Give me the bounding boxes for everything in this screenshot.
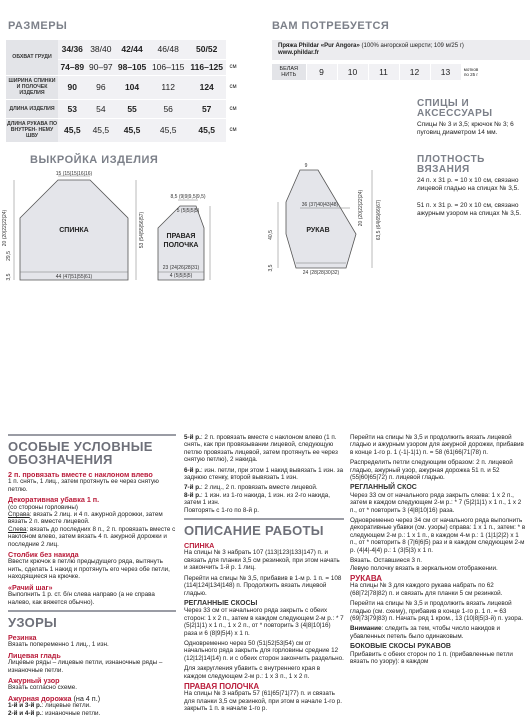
body-text: [350, 625, 526, 640]
size-value: 55: [115, 99, 149, 118]
size-head: 34/36: [58, 40, 87, 59]
amount: 12: [399, 64, 430, 80]
front-label-1: ПРАВАЯ: [166, 233, 196, 240]
color-label: БЕЛАЯ НИТЬ: [272, 64, 306, 80]
section-heading: РЕГЛАННЫЙ СКОС: [350, 484, 417, 492]
chest-value: 106–115: [149, 59, 187, 75]
section-heading: РЕГЛАННЫЕ СКОСЫ: [184, 599, 258, 607]
patterns-title: УЗОРЫ: [8, 614, 58, 630]
unit-label: мотков по 25 г: [461, 64, 481, 80]
sleeve-side-dim: 20 (20|22|22|24): [358, 189, 364, 227]
pattern-text: [8, 702, 176, 717]
size-head: 42/44: [115, 40, 149, 59]
row-ref: 8-й р.: [184, 491, 201, 499]
symbol-text-part: : вязать 2 лиц. и 4 п. ажурной дорожки, затем вязать 2 п. вместе лицевой.: [8, 511, 163, 526]
body-text: Прибавить с обеих сторон по 1 п. (прибавленные петли вязать по узору): в каждом: [350, 650, 513, 665]
row-text: : изн. петли, при этом 1 накид вывязать 1 изн. за заднюю стенку, второй вывязать 1 изн.: [184, 466, 344, 482]
needles-title: СПИЦЫ И АКСЕССУАРЫ: [417, 98, 493, 119]
symbol-heading: Столбик без накида: [8, 550, 79, 560]
needs-title: ВАМ ПОТРЕБУЕТСЯ: [272, 20, 390, 32]
sizes-title: РАЗМЕРЫ: [8, 20, 68, 32]
front-top-dim: 8,5 (9|9|9,5|9,5): [170, 194, 206, 200]
sleeve-edge-dim: 3,5: [268, 264, 274, 272]
sleeve-piece: [286, 170, 356, 268]
side-right: Справа: [8, 511, 30, 519]
pattern-heading: Лицевая гладь: [8, 650, 61, 660]
size-value: 112: [149, 75, 187, 99]
row-text: : 1 изн. из 1-го накида, 1 изн. из 2-го накида, затем 1 изн.: [184, 491, 331, 507]
side-left: Слева: [8, 525, 27, 533]
symbol-note: (со стороны горловины): [8, 503, 78, 511]
gauge-title: ПЛОТНОСТЬ ВЯЗАНИЯ: [417, 154, 485, 175]
size-value: 45,5: [58, 118, 87, 142]
yarn-site: www.phildar.fr: [278, 50, 320, 56]
chest-label: ОБХВАТ ГРУДИ: [6, 40, 58, 75]
body-text: Для закругления убавить с внутреннего края в каждом следующем 2-м р.: 1 х 3 п., 1 х 2 п.: [184, 665, 321, 680]
attention-label: Внимание: [350, 625, 382, 633]
symbol-text: Выполнить 1 р. ст. б/н слева направо (а не справа налево, как вяжется обычно).: [8, 591, 155, 606]
amount: 10: [337, 64, 368, 80]
row-text: : изнаночные петли.: [41, 709, 101, 717]
sleeve-total-dim: 63,5 (64|65|66|67): [376, 199, 382, 241]
size-value: 56: [149, 99, 187, 118]
row-ref: 7-й р.: [184, 484, 201, 492]
work-title: ОПИСАНИЕ РАБОТЫ: [184, 523, 324, 539]
back-side-dim: 20 (20|22|22|24): [2, 209, 8, 247]
section-heading: СПИНКА: [184, 541, 215, 551]
chest-value: 74–89: [58, 59, 87, 75]
unit-label: см: [226, 75, 240, 99]
row-ref: 5-й р.: [184, 434, 201, 441]
size-value: 96: [87, 75, 116, 99]
section-heading: БОКОВЫЕ СКОСЫ РУКАВОВ: [350, 643, 451, 651]
symbol-text: Ввести крючок в петлю предыдущего ряда, вытянуть нить, сделать 1 накид и протянуть его через обе петли, находящиеся на крючке.: [8, 558, 170, 581]
size-value: 54: [87, 99, 116, 118]
back-mid-dim: 29,5: [6, 251, 12, 261]
sleeve-bottom-dim: 24 (28|28|30|32): [302, 270, 340, 276]
body-text: Левую полочку вязать в зеркальном отображении.: [350, 564, 498, 572]
chest-value: 98–105: [115, 59, 149, 75]
pattern-heading-text: Ажурная дорожка: [8, 693, 72, 703]
chest-value: 90–97: [87, 59, 116, 75]
body-text: Через 33 см от начального ряда закрыть с обеих сторон: 1 х 2 п., затем в каждом следующем 2-м р.: * 7 (5|2|1|1) х 1 п., 1 х 2 п., от * повторить 3 (4|8|10|16) раза и 6 (8|9|5|4) х 1 п.: [184, 607, 344, 637]
size-value: 124: [187, 75, 226, 99]
pattern-heading-note: (на 4 п.): [71, 693, 101, 703]
yarn-table: [272, 64, 482, 80]
symbol-text-part: : вязать до последних 8 п., 2 п. провязать вместе с наклоном влево, затем вязать 4 п. ажурной дорожки и последние 2 лиц.: [8, 525, 176, 548]
back-edge-dim: 3,5: [6, 273, 12, 281]
size-value: 45,5: [115, 118, 149, 142]
pattern-schematic: [0, 163, 415, 423]
body-text: Через 33 см от начального ряда закрыть слева: 1 х 2 п., затем в каждом следующем 2-м р.: * 7 (5|2|1|1) х 1 п., 1 х 2 п., от * повторить 3 (4|8|10|16) раза.: [350, 491, 522, 514]
body-text: Одновременно через 34 см от начального ряда выполнить декоративные убавки (см. узоры) справа: 1 х 1 п., затем: * в следующем 2-м р.: 1 х 1 п., в каждом 4-м р.: 1 (1|1|2|2) х 1 п., от * повторить 8 (7|6|6|5) раз и в каждом следующем 2-м р. (4|4|-4|4) р.: 1 (3|5|3) х 1 п.: [350, 517, 526, 554]
amount: 9: [306, 64, 337, 80]
unit-label: см: [226, 99, 240, 118]
size-value: 45,5: [149, 118, 187, 142]
row-text: : 2 п. провязать вместе с наклоном влево (1 п. снять, как при провязывании лицевой, следующую петлю провязать лицевой, затем протянуть ее через снятую петлю), 2 накида.: [184, 434, 338, 464]
symbol-heading: «Рачий шаг»: [8, 582, 53, 592]
sleeve-len-dim: 40,5: [268, 230, 274, 240]
body-text: На спицы № 3 набрать 57 (61|65|71|77) п. и связать для планки 3,5 см резинкой, при этом в начале 1-го р. закрыть 1 п. в начале 1-го р.: [184, 690, 342, 713]
row-ref: 6-й р.: [184, 466, 201, 474]
row-text: Повторять с 1-го по 8-й р.: [184, 506, 259, 514]
size-value: 57: [187, 99, 226, 118]
size-value: 45,5: [87, 118, 116, 142]
body-text: Перейти на спицы № 3,5 и продолжить вязать лицевой гладью (см. схему), прибавив в конце 1-го р. 1 п. = 63 (69|73|79|83) п. Начать ряд 1 кром., 13 (10|8|5|3-й) п. узора.: [350, 600, 523, 622]
yarn-name: Пряжа Phildar «Pur Angora»: [278, 43, 360, 49]
column-3: [350, 430, 526, 668]
pattern-heading: Ажурный узор: [8, 675, 60, 685]
row-text: : лицевые петли.: [41, 702, 91, 710]
pattern-text: Вязать согласно схеме.: [8, 684, 77, 692]
size-value: 53: [58, 99, 87, 118]
yarn-box: [272, 40, 530, 60]
back-label: СПИНКА: [59, 227, 89, 234]
row-label: ДЛИНА РУКАВА ПО ВНУТРЕН- НЕМУ ШВУ: [6, 118, 58, 142]
gauge-text-1: 24 п. х 31 р. = 10 х 10 см, связано лицевой гладью на спицах № 3,5.: [417, 177, 520, 192]
row-label: ШИРИНА СПИНКИ И ПОЛОЧЕК ИЗДЕЛИЯ: [6, 75, 58, 99]
gauge-text-2: 51 п. х 31 р. = 20 х 10 см, связано ажурным узором на спицах № 3,5.: [417, 202, 522, 217]
body-text: Распределить петли следующим образом: 2 п. лицевой гладью, ажурный узор, ажурная дорожка 51 п. и 52 (55|60|65|72) п. лицевой гладью.: [350, 459, 513, 482]
column-1: [8, 430, 176, 717]
body-text: На спицы № 3 набрать 107 (113|123|133|147) п. и связать для планки 3,5 см резинкой, при этом начать и закончить 1-й р. 1 лиц.: [184, 549, 340, 572]
size-value: 45,5: [187, 118, 226, 142]
attention-text: : следить за тем, чтобы число накидов и убавленных петель было одинаковым.: [350, 625, 501, 640]
chest-value: 116–125: [187, 59, 226, 75]
unit-label: см: [226, 118, 240, 142]
row-ref: 1-й и 3-й р.: [8, 702, 42, 710]
yarn-composition: (100% ангорской шерсти; 109 м/25 г): [359, 43, 464, 49]
body-text: Перейти на спицы № 3,5 и продолжить вязать лицевой гладью и ажурным узором для ажурной дорожки, прибавив в конце 1-го р. 1 (-1|-1|1) п. = 58 (61|66|71|78) п.: [350, 434, 524, 456]
section-heading: ПРАВАЯ ПОЛОЧКА: [184, 681, 260, 691]
pattern-text: Вязать попеременно 1 лиц., 1 изн.: [8, 641, 109, 649]
row-ref: 2-й и 4-й р.: [8, 709, 42, 717]
sizes-table: [6, 40, 240, 143]
symbols-title: ОСОБЫЕ УСЛОВНЫЕ ОБОЗНАЧЕНИЯ: [8, 439, 153, 467]
body-text: Вязать. Оставшиеся 3 п.: [350, 557, 422, 565]
size-head: 38/40: [87, 40, 116, 59]
back-top-dim: 15 (15|15|16|16): [55, 171, 93, 177]
sleeve-label: РУКАВ: [306, 227, 330, 234]
size-head: 50/52: [187, 40, 226, 59]
body-text: На спицы № 3 для каждого рукава набрать по 62 (68|72|78|82) п. и связать для планки 5 см резинкой.: [350, 582, 503, 597]
column-2: [184, 430, 344, 716]
size-head: 46/48: [149, 40, 187, 59]
symbol-heading: 2 п. провязать вместе с наклоном влево: [8, 470, 153, 479]
schema-title: ВЫКРОЙКА ИЗДЕЛИЯ: [30, 154, 159, 166]
pattern-text: Лицевые ряды – лицевые петли, изнаночные ряды – изнаночные петли.: [8, 659, 163, 674]
row-label: ДЛИНА ИЗДЕЛИЯ: [6, 99, 58, 118]
sleeve-top-dim: 9: [304, 163, 308, 169]
unit-label: см: [226, 59, 240, 75]
size-value: 104: [115, 75, 149, 99]
amount: 11: [368, 64, 399, 80]
back-total-dim: 53 (54|55|56|57): [139, 211, 145, 249]
symbol-text: 1 п. снять, 1 лиц., затем протянуть ее через снятую петлю.: [8, 478, 159, 493]
pattern-heading: Резинка: [8, 632, 37, 642]
needles-text: Спицы № 3 и 3,5; крючок № 3; 6 пуговиц диаметром 14 мм.: [417, 121, 514, 136]
body-text: Перейти на спицы № 3,5, прибавив в 1-м р. 1 п. = 108 (114|124|134|148) п. Продолжить вязать лицевой гладью.: [184, 574, 342, 597]
front-label-2: ПОЛОЧКА: [163, 242, 199, 249]
front-width-dim: 23 (24|26|28|31): [162, 265, 200, 271]
front-neck-dim: 5 (5|5|5|5): [176, 208, 200, 214]
row-text: : 2 лиц., 2 п. провязать вместе лицевой.: [200, 484, 318, 492]
symbol-heading: Декоративная убавка 1 п.: [8, 495, 100, 505]
section-heading: РУКАВА: [350, 573, 383, 583]
sleeve-mid-dim: 36 (37|40|43|48): [301, 202, 339, 208]
symbol-text: [8, 504, 176, 548]
amount: 13: [430, 64, 461, 80]
body-text: Одновременно через 50 (51|52|53|54) см от начального ряда закрыть для горловины средние 12 (12|12|14|14) п. и с обеих сторон закончить раздельно.: [184, 639, 344, 662]
front-hem-dim: 4 (5|5|5|5): [169, 273, 193, 279]
size-value: 90: [58, 75, 87, 99]
back-bottom-dim: 44 (47|51|55|61): [55, 274, 93, 280]
